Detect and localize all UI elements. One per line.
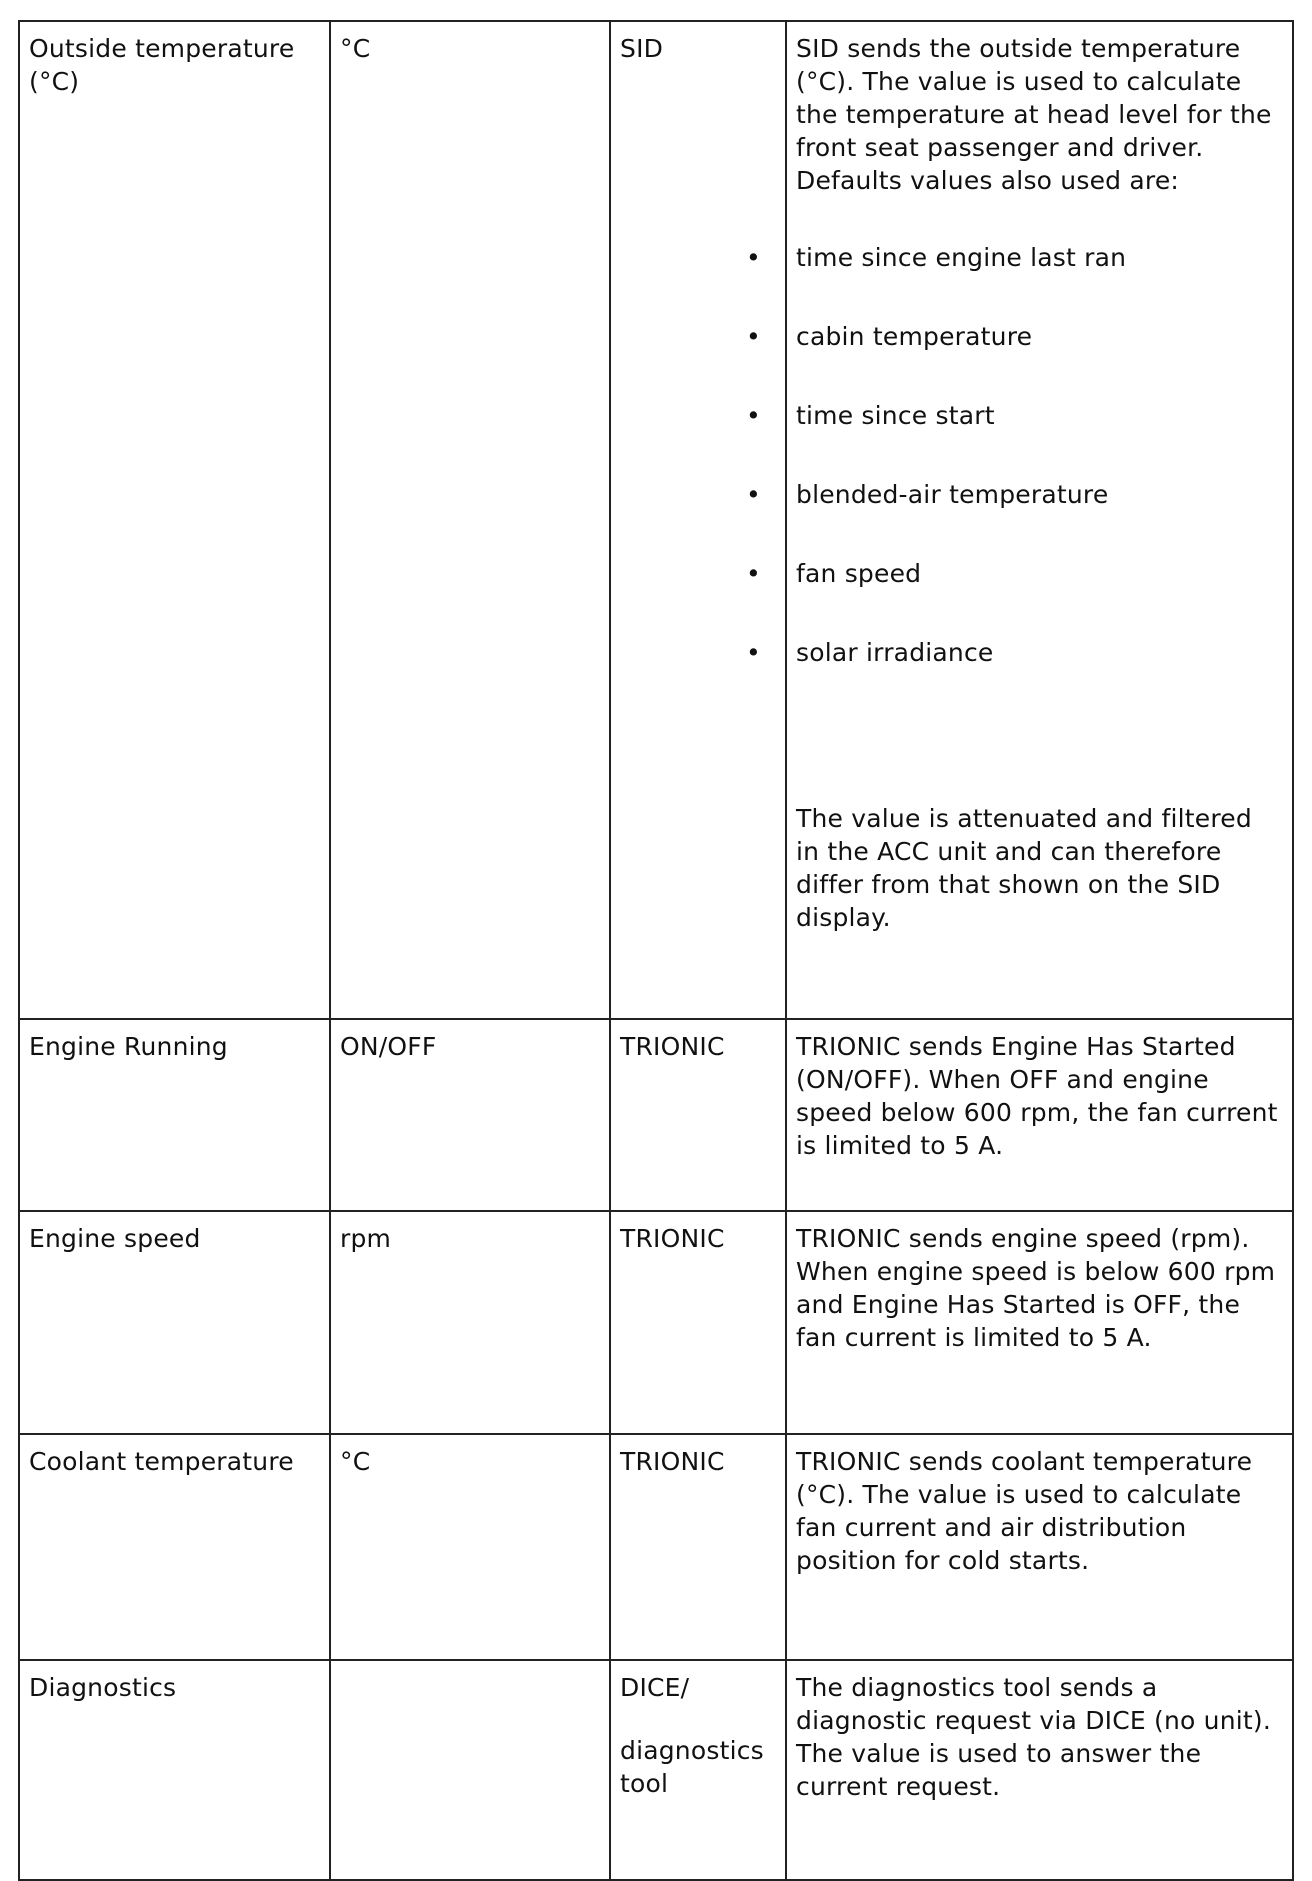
unit-cell: [330, 1660, 610, 1880]
list-item-text: time since start: [796, 401, 995, 430]
list-item-text: fan speed: [796, 559, 922, 588]
source-line-1: DICE/: [620, 1673, 690, 1702]
table-row: [19, 1660, 1293, 1880]
bullet-icon: •: [746, 243, 761, 272]
signal-cell: Diagnostics: [19, 1660, 330, 1880]
table-row: [19, 1434, 1293, 1660]
table-row: [19, 21, 1293, 1019]
default-values-list: [746, 241, 1283, 715]
unit-cell: ON/OFF: [330, 1019, 610, 1211]
table-row: [19, 1019, 1293, 1211]
list-item-text: blended-air temperature: [796, 480, 1109, 509]
list-item: [746, 399, 1283, 478]
list-item: [746, 557, 1283, 636]
unit-cell: rpm: [330, 1211, 610, 1434]
description-intro: SID sends the outside temperature (°C). The value is used to calculate the temperature at head level for the front seat passenger and driver. Defaults values also used are:: [796, 34, 1272, 195]
list-item: [746, 636, 1283, 715]
list-item-text: time since engine last ran: [796, 243, 1127, 272]
source-cell: SID: [610, 21, 786, 1019]
list-item: [746, 320, 1283, 399]
signal-cell: Outside temperature (°C): [19, 21, 330, 1019]
table-row: [19, 1211, 1293, 1434]
source-cell: TRIONIC: [610, 1019, 786, 1211]
bullet-icon: •: [746, 638, 761, 667]
list-item: [746, 241, 1283, 320]
source-cell: [610, 1660, 786, 1880]
source-cell: TRIONIC: [610, 1211, 786, 1434]
description-tail: The value is attenuated and filtered in the ACC unit and can therefore differ from that shown on the SID display.: [796, 804, 1252, 932]
list-item: [746, 478, 1283, 557]
source-line-2: diagnostics tool: [620, 1736, 764, 1798]
list-item-text: solar irradiance: [796, 638, 994, 667]
source-cell: TRIONIC: [610, 1434, 786, 1660]
unit-cell: °C: [330, 21, 610, 1019]
signal-table: [18, 20, 1294, 1881]
description-cell: [746, 21, 1293, 1019]
bullet-icon: •: [746, 480, 761, 509]
signal-cell: Engine Running: [19, 1019, 330, 1211]
list-item-text: cabin temperature: [796, 322, 1033, 351]
signal-cell: Coolant temperature: [19, 1434, 330, 1660]
description-cell: TRIONIC sends Engine Has Started (ON/OFF). When OFF and engine speed below 600 rpm, the fan current is limited to 5 A.: [786, 1019, 1293, 1211]
bullet-icon: •: [746, 559, 761, 588]
description-cell: The diagnostics tool sends a diagnostic request via DICE (no unit). The value is used to answer the current request.: [786, 1660, 1293, 1880]
unit-cell: °C: [330, 1434, 610, 1660]
bullet-icon: •: [746, 322, 761, 351]
bullet-icon: •: [746, 401, 761, 430]
signal-cell: Engine speed: [19, 1211, 330, 1434]
description-cell: TRIONIC sends coolant temperature (°C). The value is used to calculate fan current and air distribution position for cold starts.: [786, 1434, 1293, 1660]
description-cell: TRIONIC sends engine speed (rpm). When engine speed is below 600 rpm and Engine Has Started is OFF, the fan current is limited to 5 A.: [786, 1211, 1293, 1434]
